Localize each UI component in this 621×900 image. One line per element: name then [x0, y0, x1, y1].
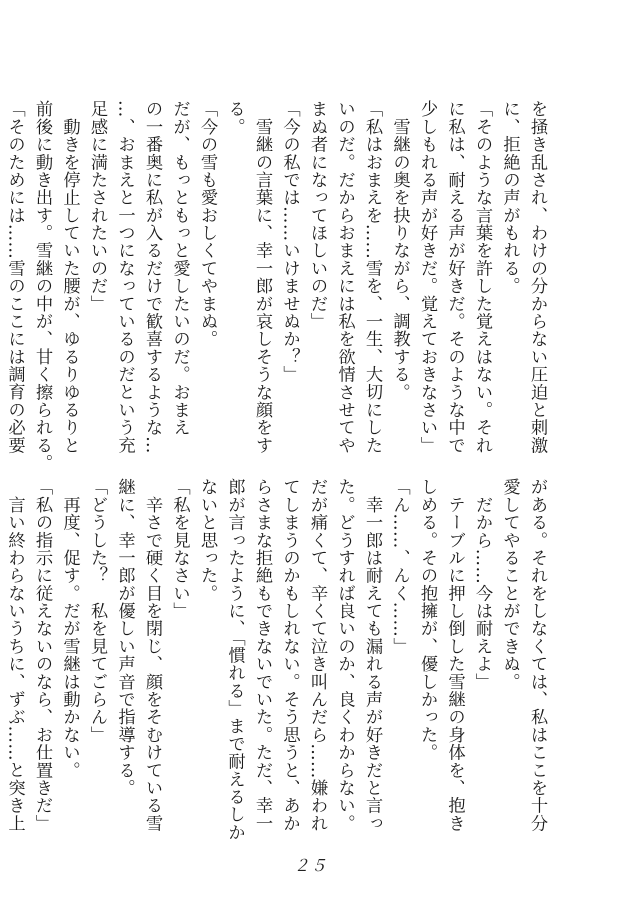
text-line: 「今の雪も愛おしくてやまぬ。: [197, 100, 217, 348]
upper-text-block: [4, 100, 550, 472]
text-line: の一番奥に私が入るだけで歓喜するような…: [142, 100, 162, 454]
page-number: ２５: [293, 856, 328, 875]
text-line: 言い終わらないうちに、ずぶ……と突き上: [4, 478, 25, 832]
text-line: まぬ者になってほしいのだ」: [307, 100, 327, 330]
text-line: に私は、耐える声が好きだ。そのような中で: [444, 100, 465, 454]
text-line: 前後に動き出す。雪継の中が、甘く擦られる。: [32, 100, 52, 472]
text-line: に、拒絶の声がもれる。: [499, 100, 520, 295]
text-line: だから……今は耐えよ」: [472, 478, 492, 691]
text-line: 継に、幸一郎が優しい声音で指導する。: [114, 478, 135, 797]
text-line: だが痛くて、辛くて泣き叫んだら……嫌われ: [307, 478, 327, 832]
text-line: 「どうした？ 私を見てごらん」: [87, 478, 107, 744]
text-line: 「そのような言葉を許した覚えはない。それ: [472, 100, 492, 454]
text-line: 愛してやることができぬ。: [499, 478, 520, 691]
text-line: 辛さで硬く目を閉じ、顔をそむけている雪: [142, 478, 162, 832]
text-line: てしまうのかもしれない。そう思うと、あか: [279, 478, 300, 832]
text-line: がある。それをしなくては、私はここを十分: [527, 478, 547, 832]
text-line: 足感に満たされたいのだ」: [87, 100, 107, 313]
text-line: 郎が言ったように、「慣れる」まで耐えるしか: [224, 478, 245, 841]
text-line: 「私はおまえを……雪を、一生、大切にした: [362, 100, 382, 454]
text-line: 動きを停止していた腰が、ゆるりゆるりと: [59, 100, 80, 454]
text-line: だが、もっともっと愛したいのだ。おまえ: [169, 100, 190, 437]
text-line: らさまな拒絶もできないでいた。ただ、幸一: [252, 478, 272, 832]
text-line: 「ん……、んく……」: [389, 478, 410, 655]
text-line: る。: [224, 100, 245, 136]
text-line: 再度、促す。だが雪継は動かない。: [59, 478, 80, 779]
text-line: テーブルに押し倒した雪継の身体を、抱き: [444, 478, 465, 832]
text-line: を掻き乱され、わけの分からない圧迫と刺激: [527, 100, 547, 454]
lower-text-block: [4, 478, 550, 841]
text-line: 「私の指示に従えないのなら、お仕置きだ」: [32, 478, 52, 832]
text-line: いのだ。だからおまえには私を欲情させてや: [334, 100, 355, 454]
text-line: 「今の私では……いけませぬか？」: [279, 100, 300, 384]
text-line: しめる。その抱擁が、優しかった。: [417, 478, 437, 762]
text-line: 少しもれる声が好きだ。覚えておきなさい」: [417, 100, 437, 454]
text-line: た。どうすれば良いのか、良くわからない。: [334, 478, 355, 832]
text-line: 「私を見なさい」: [169, 478, 190, 620]
text-line: 「そのためには……雪のここには調育の必要: [4, 100, 25, 454]
text-line: 雪継の奥を抉りながら、調教する。: [389, 100, 410, 401]
text-line: 雪継の言葉に、幸一郎が哀しそうな顔をす: [252, 100, 272, 454]
text-line: ないと思った。: [197, 478, 217, 602]
text-line: …、おまえと一つになっているのだという充: [114, 100, 135, 454]
text-line: 幸一郎は耐えても漏れる声が好きだと言っ: [362, 478, 382, 832]
